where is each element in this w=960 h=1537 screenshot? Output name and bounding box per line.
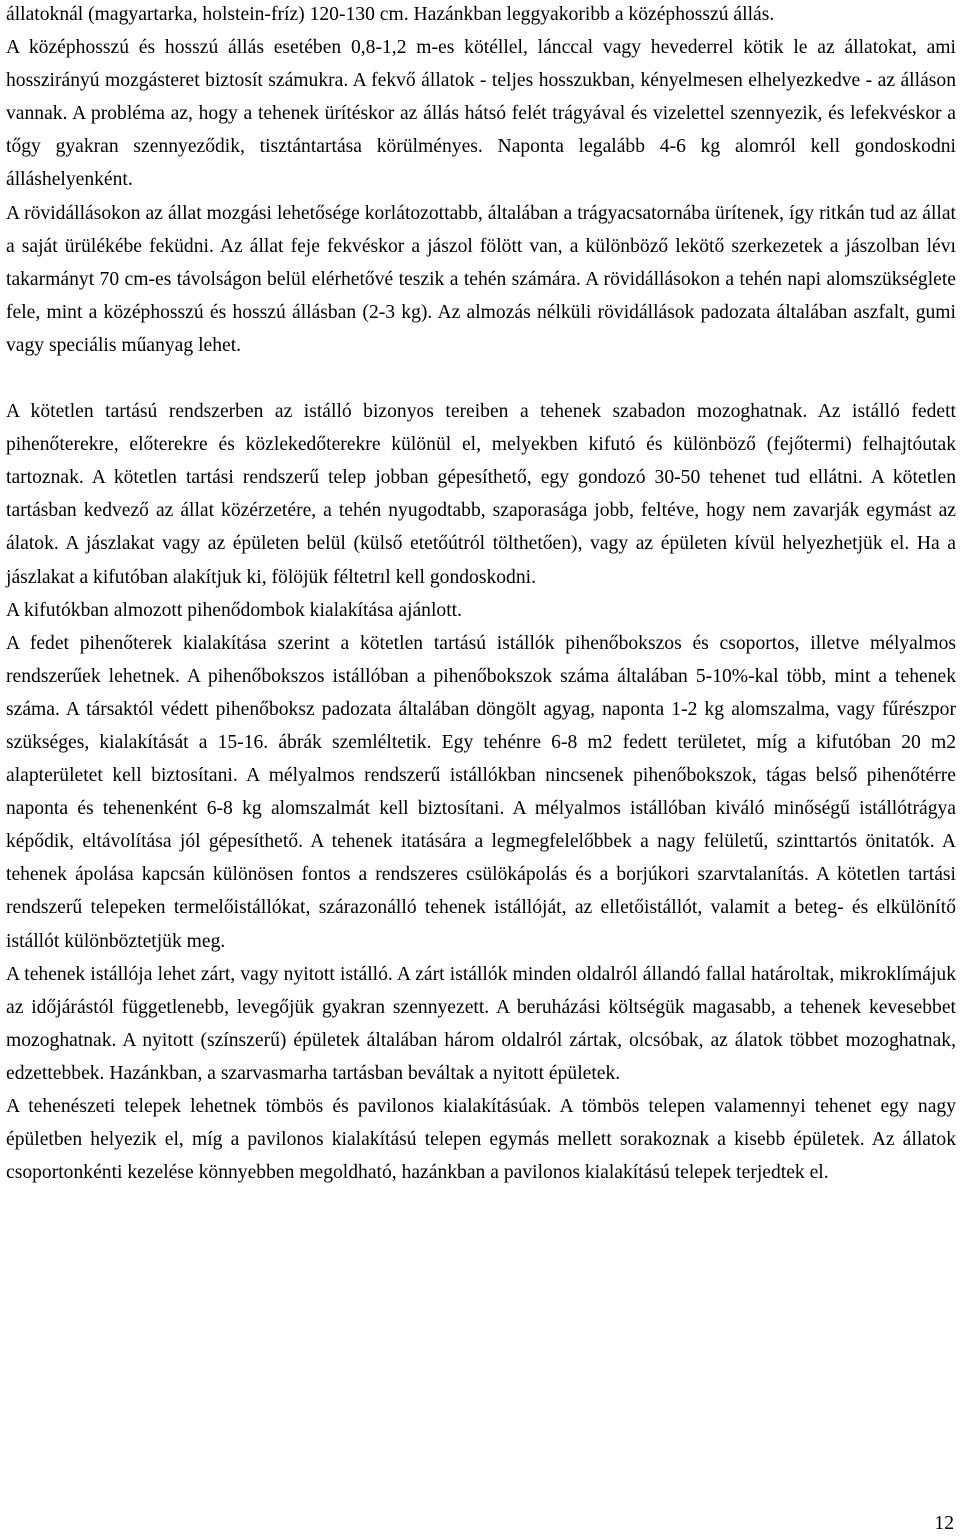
paragraph-cubicle-deep-litter: A fedet pihenőterek kialakítása szerint a kötetlen tartású istállók pihenőbokszos és csoportos, illetve mélyalmos rendszerűek lehetnek. A pihenőbokszos istállóban a pihenőbokszok száma általában 5-10%-kal több, mint a tehenek száma. A társaktól védett pihenőboksz padozata általában döngölt agyag, naponta 1-2 kg alomszalma, vagy fűrészpor szükséges, kialakítását a 15-16. ábrák szemléltetik. Egy tehénre 6-8 m2 fedett területet, míg a kifutóban 20 m2 alapterületet kell biztosítani. A mélyalmos rendszerű istállókban nincsenek pihenőbokszok, tágas belső pihenőtérre naponta és tehenenként 6-8 kg alomszalmát kell biztosítani. A mélyalmos istállóban kiváló minőségű istállótrágya képődik, eltávolítása jól gépesíthető. A tehenek itatására a legmegfelelőbbek a nagy felületű, szinttartós önitatók. A tehenek ápolása kapcsán különösen fontos a rendszeres csülökápolás és a borjúkori szarvtalanítás. A kötetlen tartási rendszerű telepeken termelőistállókat, szárazonálló tehenek istállóját, az elletőistállót, valamit a beteg- és elkülönítő istállót különböztetjük meg. <box>6 632 956 952</box>
page-number: 12 <box>934 1513 954 1534</box>
paragraph-short-stall: A rövidállásokon az állat mozgási lehetősége korlátozottabb, általában a trágyacsatornába ürítenek, így ritkán tud az állat a saját ürülékébe feküdni. Az állat feje fekvéskor a jászol fölött van, a különböző lekötő szerkezetek a jászolban lévı takarmányt 70 cm-es távolságon belül elérhetővé teszik a tehén számára. A rövidállásokon a tehén napi alomszükséglete fele, mint a középhosszú és hosszú állásban (2-3 kg). Az almozás nélküli rövidállások padozata általában aszfalt, gumi vagy speciális műanyag lehet. <box>6 202 956 356</box>
paragraph-gap <box>6 362 956 395</box>
paragraph-resting-mounds: A kifutókban almozott pihenődombok kialakítása ajánlott. <box>6 599 463 621</box>
paragraph-closed-open-barns: A tehenek istállója lehet zárt, vagy nyitott istálló. A zárt istállók minden oldalról állandó fallal határoltak, mikroklímájuk az időjárástól függetlenebb, levegőjük gyakran szennyezett. A beruházási költségük magasabb, a tehenek kevesebbet mozoghatnak. A nyitott (színszerű) épületek általában három oldalról zártak, olcsóbak, az álatok többet mozoghatnak, edzettebbek. Hazánkban, a szarvasmarha tartásban beváltak a nyitott épületek. <box>6 963 956 1084</box>
paragraph-farm-layout: A tehenészeti telepek lehetnek tömbös és pavilonos kialakításúak. A tömbös telepen valamennyi tehenet egy nagy épületben helyezik el, míg a pavilonos kialakítású telepen egymás mellett sorakoznak a kisebb épületek. Az állatok csoportonkénti kezelése könnyebben megoldható, hazánkban a pavilonos kialakítású telepek terjedtek el. <box>6 1096 956 1184</box>
paragraph-medium-long-stall: A középhosszú és hosszú állás esetében 0,8-1,2 m-es kötéllel, lánccal vagy hevederrel kötik le az állatokat, ami hosszirányú mozgásteret biztosít számukra. A fekvő állatok - teljes hosszukban, kényelmesen elhelyezkedve - az álláson vannak. A probléma az, hogy a tehenek ürítéskor az állás hátsó felét trágyával és vizelettel szennyezik, és lefekvéskor a tőgy gyakran szennyeződik, tisztántartása körülményes. Naponta legalább 4-6 kg alomról kell gondoskodni álláshelyenként. <box>6 37 956 191</box>
document-body <box>6 0 956 1189</box>
paragraph-loose-housing: A kötetlen tartású rendszerben az istálló bizonyos tereiben a tehenek szabadon mozoghatnak. Az istálló fedett pihenőterekre, előterekre és közlekedőterekre különül el, melyekben kifutó és különböző (fejőtermi) felhajtóutak tartoznak. A kötetlen tartási rendszerű telep jobban gépesíthető, egy gondozó 30-50 tehenet tud ellátni. A kötetlen tartásban kedvező az állat közérzetére, a tehén nyugodtabb, szaporasága jobb, feltéve, hogy nem zavarják egymást az álatok. A jászlakat vagy az épületen belül (külső etetőútról tölthetően), vagy az épületen kívül helyezhetjük el. Ha a jászlakat a kifutóban alakítjuk ki, fölöjük féltetrıl kell gondoskodni. <box>6 401 956 588</box>
paragraph-stall-length: állatoknál (magyartarka, holstein-fríz) 120-130 cm. Hazánkban leggyakoribb a középhosszú állás. <box>6 4 775 25</box>
